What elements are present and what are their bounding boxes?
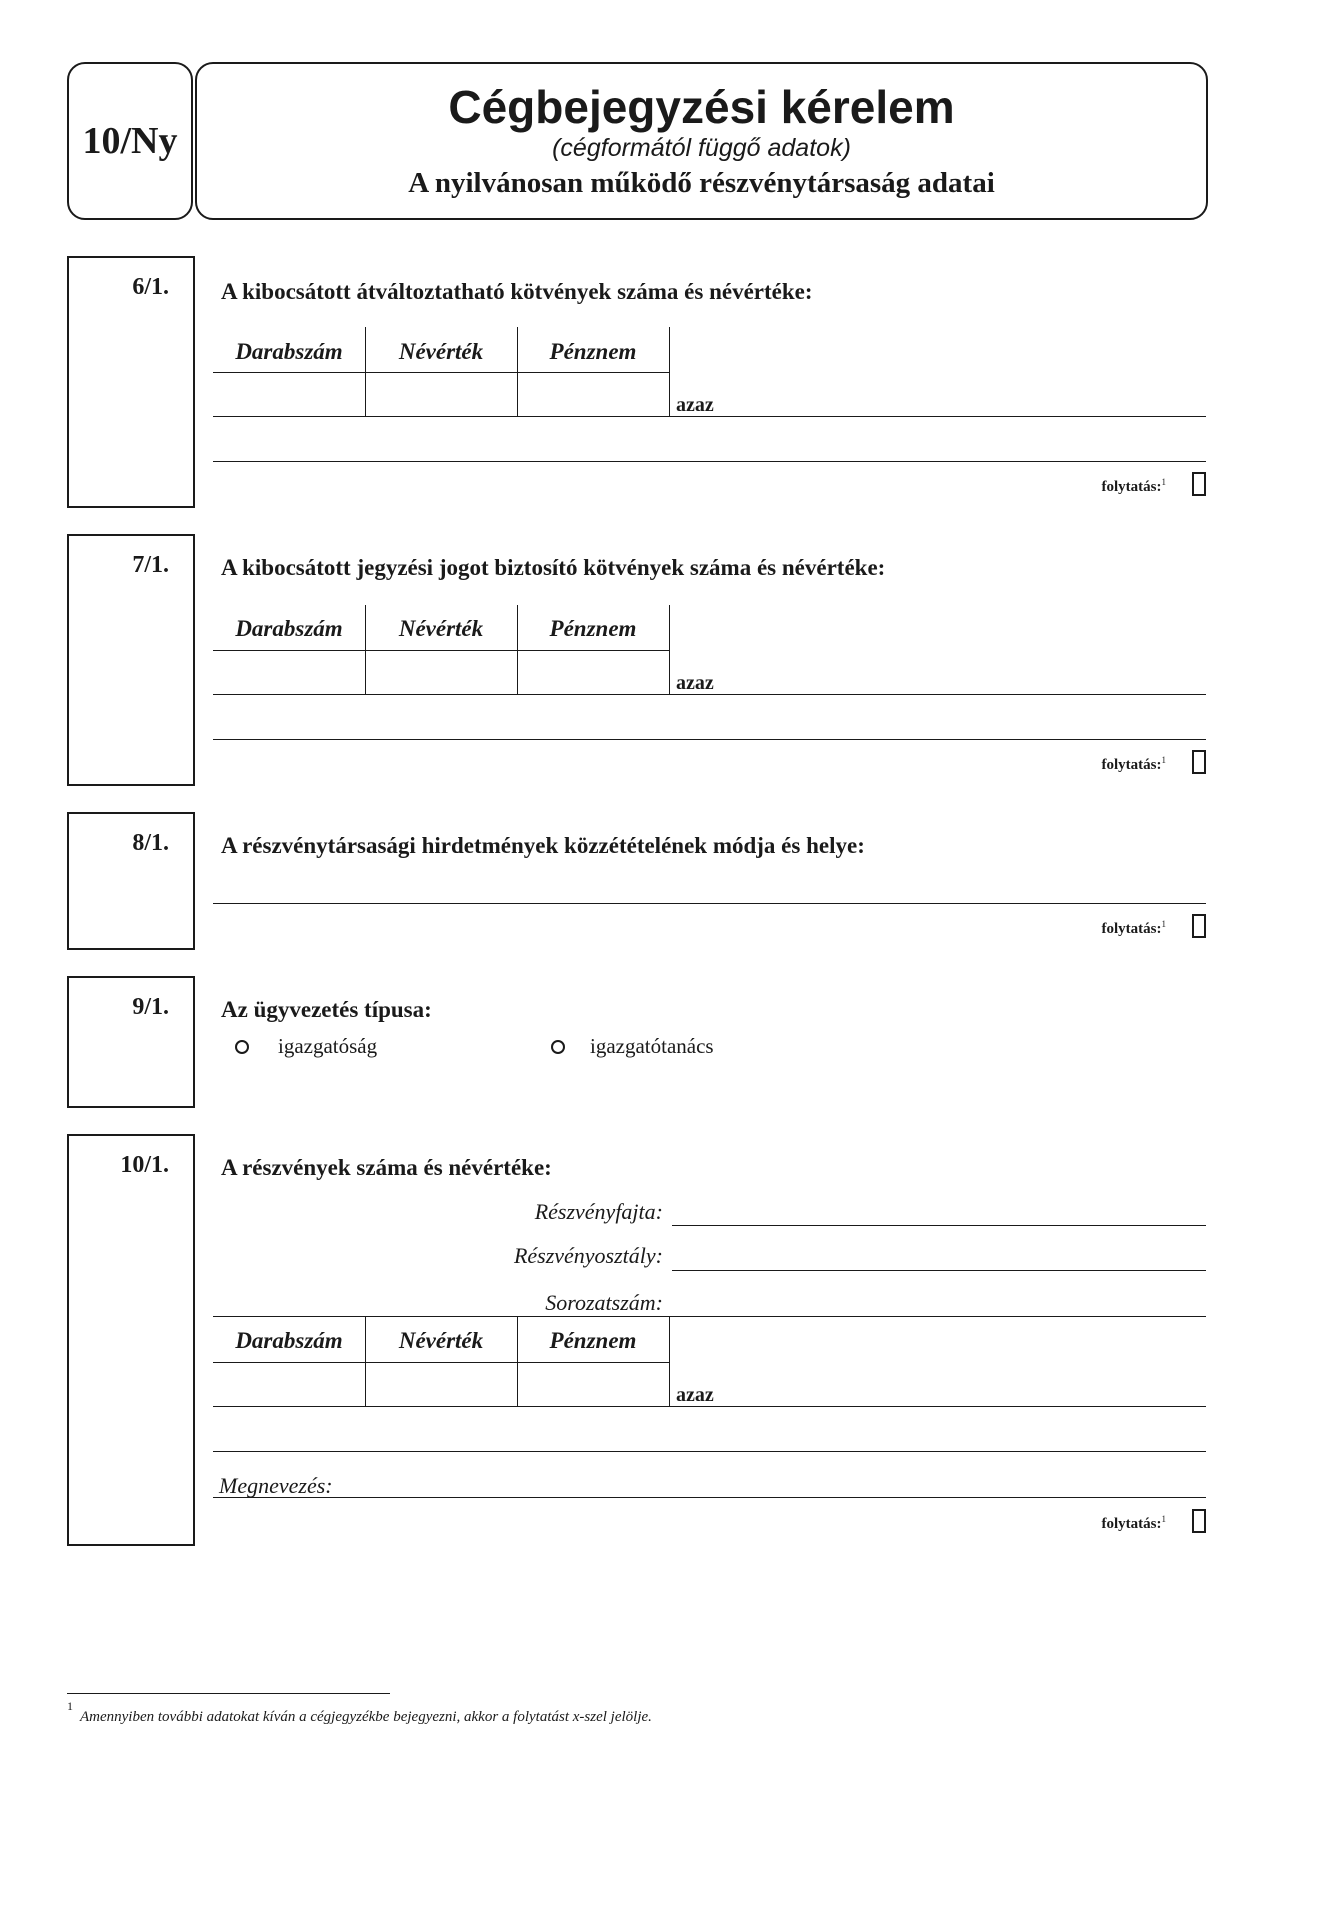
section-number-10: 10/1.	[67, 1134, 195, 1546]
input-rule	[213, 1316, 1206, 1317]
table-bottom-rule	[213, 1406, 1206, 1407]
extra-rule	[213, 461, 1206, 462]
name-input[interactable]	[350, 1466, 1206, 1496]
amount-in-words-input-6[interactable]	[730, 373, 1206, 416]
continuation-label-7: folytatás:$^1$	[1101, 755, 1166, 773]
continuation-checkbox-10[interactable]	[1192, 1509, 1206, 1533]
section-number-9: 9/1.	[67, 976, 195, 1108]
announcement-method-input[interactable]	[213, 864, 1206, 902]
col-header-penznem: Pénznem	[549, 1328, 637, 1353]
option-label-igazgatotanacs: igazgatótanács	[590, 1034, 714, 1058]
continuation-checkbox-6[interactable]	[1192, 472, 1206, 496]
option-label-igazgatosag: igazgatóság	[278, 1034, 378, 1058]
extra-line-input-6[interactable]	[213, 422, 1206, 460]
serial-number-input[interactable]	[672, 1286, 1206, 1314]
currency-input-6[interactable]	[518, 373, 669, 416]
col-header-penznem: Pénznem	[549, 616, 637, 641]
share-class-input[interactable]	[672, 1240, 1206, 1268]
amount-in-words-input-10[interactable]	[730, 1363, 1206, 1406]
extra-line-input-7[interactable]	[213, 700, 1206, 738]
table-divider	[669, 1317, 670, 1407]
count-input-10[interactable]	[213, 1363, 365, 1406]
footnote-text: Amennyiben további adatokat kíván a cégjegyzékbe bejegyezni, akkor a folytatást x-szel jelölje.	[80, 1709, 652, 1725]
table-divider	[669, 327, 670, 417]
share-class-label: Részvényosztály:	[513, 1243, 663, 1268]
title-box	[195, 62, 1208, 220]
input-rule	[672, 1225, 1206, 1226]
nominal-value-input-10[interactable]	[366, 1363, 517, 1406]
share-type-input[interactable]	[672, 1196, 1206, 1224]
azaz-label-7: azaz	[676, 672, 714, 694]
extra-line-input-10[interactable]	[213, 1412, 1206, 1450]
footnote-marker: 1	[67, 1699, 73, 1713]
input-rule	[213, 1497, 1206, 1498]
currency-input-10[interactable]	[518, 1363, 669, 1406]
count-input-6[interactable]	[213, 373, 365, 416]
continuation-label-10: folytatás:$^1$	[1101, 1514, 1166, 1532]
nominal-value-input-7[interactable]	[366, 651, 517, 694]
form-code: 10/Ny	[67, 62, 193, 220]
currency-input-7[interactable]	[518, 651, 669, 694]
col-header-darabszam: Darabszám	[235, 616, 343, 641]
table-bottom-rule	[213, 416, 1206, 417]
radio-igazgatotanacs[interactable]	[551, 1040, 565, 1054]
section-number-6: 6/1.	[67, 256, 195, 508]
col-header-penznem: Pénznem	[549, 339, 637, 364]
col-header-nevertek: Névérték	[398, 339, 484, 364]
input-rule	[213, 903, 1206, 904]
section-title-9: Az ügyvezetés típusa:	[221, 997, 432, 1022]
section-number-8: 8/1.	[67, 812, 195, 950]
share-type-label: Részvényfajta:	[534, 1199, 663, 1224]
nominal-value-input-6[interactable]	[366, 373, 517, 416]
amount-in-words-input-7[interactable]	[730, 651, 1206, 694]
input-rule	[672, 1270, 1206, 1271]
section-number-7: 7/1.	[67, 534, 195, 786]
footnote-rule	[67, 1693, 390, 1694]
azaz-label-6: azaz	[676, 394, 714, 416]
radio-igazgatosag[interactable]	[235, 1040, 249, 1054]
count-input-7[interactable]	[213, 651, 365, 694]
serial-number-label: Sorozatszám:	[545, 1290, 663, 1315]
col-header-darabszam: Darabszám	[235, 339, 343, 364]
page-subtitle-company-type: A nyilvánosan működő részvénytársaság adatai	[408, 167, 995, 199]
azaz-label-10: azaz	[676, 1384, 714, 1406]
section-title-8: A részvénytársasági hirdetmények közzétételének módja és helye:	[221, 833, 865, 858]
page-title: Cégbejegyzési kérelem	[448, 81, 955, 133]
continuation-checkbox-7[interactable]	[1192, 750, 1206, 774]
continuation-label-6: folytatás:$^1$	[1101, 477, 1166, 495]
page-subtitle: (cégformától függő adatok)	[552, 134, 851, 162]
extra-rule	[213, 1451, 1206, 1452]
continuation-label-8: folytatás:$^1$	[1101, 919, 1166, 937]
continuation-checkbox-8[interactable]	[1192, 914, 1206, 938]
table-bottom-rule	[213, 694, 1206, 695]
section-title-10: A részvények száma és névértéke:	[221, 1155, 552, 1180]
table-divider	[669, 605, 670, 695]
col-header-darabszam: Darabszám	[235, 1328, 343, 1353]
section-title-6: A kibocsátott átváltoztatható kötvények száma és névértéke:	[221, 279, 813, 304]
col-header-nevertek: Névérték	[398, 1328, 484, 1353]
name-label: Megnevezés:	[219, 1473, 333, 1498]
extra-rule	[213, 739, 1206, 740]
section-title-7: A kibocsátott jegyzési jogot biztosító kötvények száma és névértéke:	[221, 555, 886, 580]
col-header-nevertek: Névérték	[398, 616, 484, 641]
